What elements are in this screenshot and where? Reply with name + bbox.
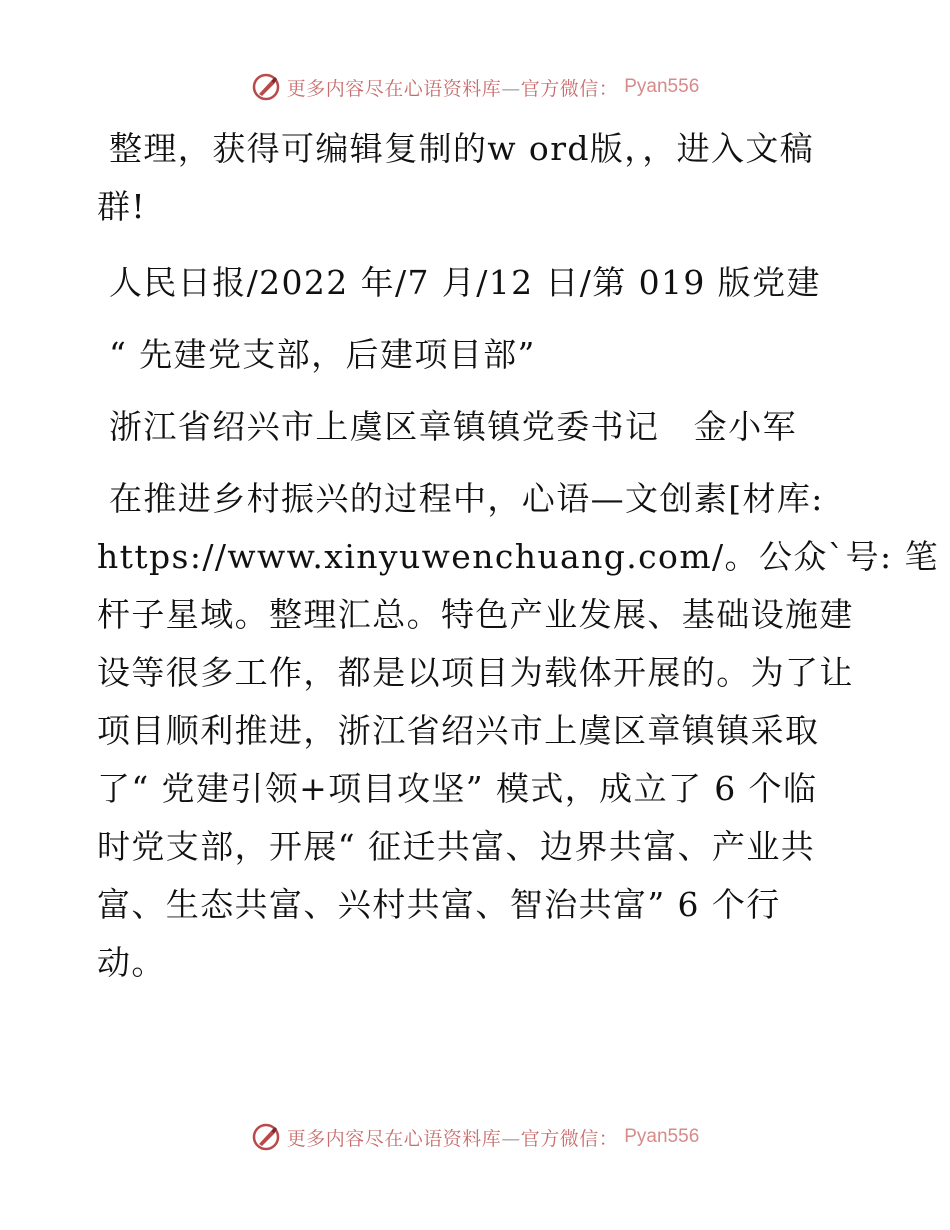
footer-watermark [0, 1122, 950, 1152]
document-body [97, 120, 939, 992]
paragraph-line: 富、生态共富、兴村共富、智治共富” 6 个行 [97, 885, 781, 924]
intro-line-1: 整理，获得可编辑复制的w ord版，，进入文稿 [109, 129, 815, 168]
paragraph-line: 杆子星域。整理汇总。特色产业发展、基础设施建 [97, 595, 854, 634]
author-line: 浙江省绍兴市上虞区章镇镇党委书记 金小军 [109, 407, 797, 446]
watermark-wechat-id: Pyan556 [624, 76, 700, 97]
watermark-wechat-id: Pyan556 [624, 1126, 700, 1147]
source-line: 人民日报/2022 年/7 月/12 日/第 019 版党建 [109, 263, 821, 302]
pen-logo-icon [251, 72, 281, 102]
paragraph-line: 了“ 党建引领+项目攻坚” 模式，成立了 6 个临 [97, 769, 818, 808]
paragraph-line: 设等很多工作，都是以项目为载体开展的。为了让 [97, 653, 854, 692]
paragraph-line: 动。 [97, 943, 166, 982]
paragraph-line: https://www.xinyuwenchuang.com/。公众`号: 笔 [97, 537, 939, 576]
paragraph-line: 项目顺利推进，浙江省绍兴市上虞区章镇镇采取 [97, 711, 820, 750]
paragraph-line: 在推进乡村振兴的过程中，心语—文创素[材库: [109, 479, 824, 518]
pen-logo-icon [251, 1122, 281, 1152]
watermark-text: 更多内容尽在心语资料库—官方微信： [286, 77, 619, 100]
article-title: “ 先建党支部，后建项目部” [109, 335, 536, 374]
watermark-text: 更多内容尽在心语资料库—官方微信： [286, 1127, 619, 1150]
article-paragraph [97, 470, 939, 992]
intro-line-2: 群! [97, 187, 147, 226]
paragraph-line: 时党支部，开展“ 征迁共富、边界共富、产业共 [97, 827, 816, 866]
header-watermark [0, 72, 950, 102]
